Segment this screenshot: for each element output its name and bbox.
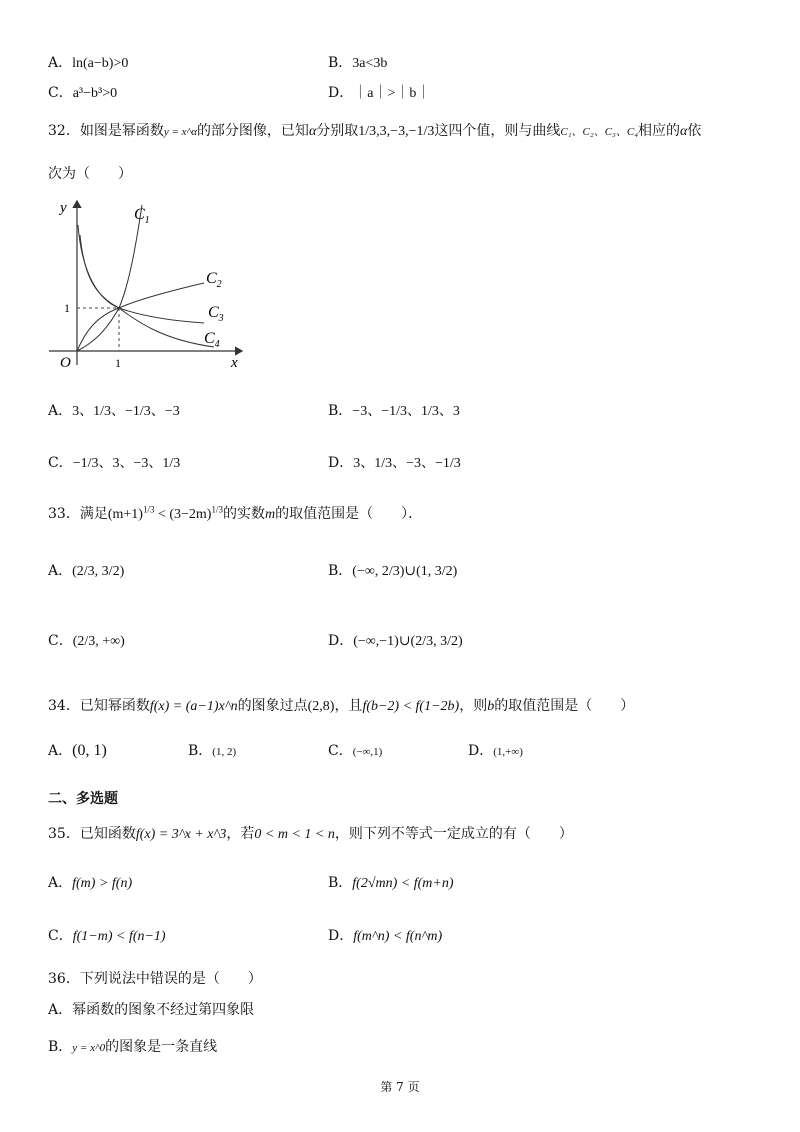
y-tick-1: 1 [64,301,70,315]
q34-stem: 34．已知幂函数f(x) = (a−1)x^n的图象过点(2,8)，且f(b−2) < f(1−2b)，则b的取值范围是（ ） [48,698,635,714]
q35-option-a: A．f(m) > f(n) [48,875,133,891]
power-function-graph [44,195,249,370]
q35-option-c: C．f(1−m) < f(n−1) [48,928,166,944]
label-c4: $C_4$ [204,330,220,350]
y-axis-label: y [60,200,67,216]
q33-option-d: D．(−∞,−1)∪(2/3, 3/2) [328,633,463,649]
q34-option-a: A．(0, 1) [48,742,107,759]
q36-option-a: A．幂函数的图象不经过第四象限 [48,1002,255,1018]
q35-option-b: B．f(2√mn) < f(m+n) [328,875,454,891]
q36-option-b: B．y = x^0的图象是一条直线 [48,1039,218,1055]
q33-option-a: A．(2/3, 3/2) [48,563,125,579]
q35-stem: 35．已知函数f(x) = 3^x + x^3，若0 < m < 1 < n，则下列不等式一定成立的有（ ） [48,826,573,842]
q36-stem: 36．下列说法中错误的是（ ） [48,971,262,987]
q34-option-c: C．(−∞,1) [328,743,383,759]
q32-option-a: A．3、1/3、−1/3、−3 [48,403,180,419]
label-c3: $C_3$ [208,304,224,324]
q35-option-d: D．f(m^n) < f(n^m) [328,928,443,944]
q32-option-d: D．3、1/3、−3、−1/3 [328,455,461,471]
q33-stem: 33．满足$(m+1)^{1/3} < (3-2m)^{1/3}$的实数m的取值范围是（ ）． [48,504,423,522]
page-number: 第 7 页 [380,1080,420,1094]
q31-option-c: C．a³−b³>0 [48,85,118,101]
q31-option-d: D．｜a｜>｜b｜ [328,85,431,101]
x-axis-label: x [231,355,238,370]
curve-c4 [78,225,214,347]
section-heading-multiple-choice: 二、多选题 [48,791,118,807]
q32-stem-line2: 次为（ ） [48,166,132,182]
curve-c1 [77,205,142,351]
q32-stem: 32．如图是幂函数y = x^α的部分图像，已知α分别取1/3,3,−3,−1/3这四个值，则与曲线C₁、C₂、C₃、C₄相应的α依 [48,123,702,139]
q33-option-c: C．(2/3, +∞) [48,633,125,649]
x-tick-1: 1 [115,356,121,370]
q34-option-d: D．(1,+∞) [468,743,523,759]
q31-option-a: A．ln(a−b)>0 [48,55,129,71]
curve-c3 [80,235,204,323]
q33-option-b: B．(−∞, 2/3)∪(1, 3/2) [328,563,458,579]
q34-option-b: B．(1, 2) [188,743,237,759]
q32-option-c: C．−1/3、3、−3、1/3 [48,455,181,471]
label-c2: $C_2$ [206,270,222,290]
q31-option-b: B．3a<3b [328,55,388,71]
q32-option-b: B．−3、−1/3、1/3、3 [328,403,460,419]
label-c1: $C_1$ [134,206,150,226]
origin-label: O [60,355,71,370]
